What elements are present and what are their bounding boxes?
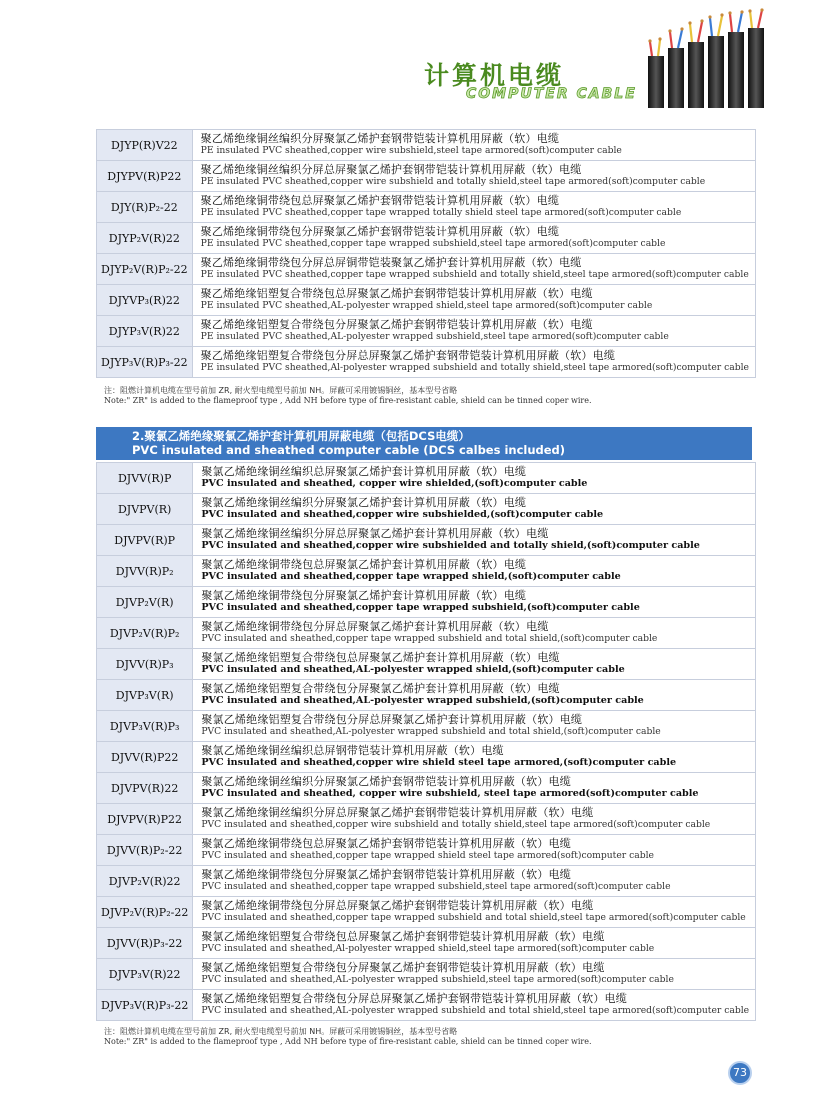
cable-description [192,254,755,285]
description-cn: 聚乙烯绝缘铝塑复合带绕包分屏总屏聚氯乙烯护套钢带铠装计算机用屏蔽（软）电缆 [200,348,616,362]
cable-description [193,494,756,525]
table-row [97,804,756,835]
description-cn: 聚氯乙烯绝缘铜带绕包总屏聚氯乙烯护套钢带铠装计算机用屏蔽（软）电缆 [201,836,571,850]
cable-description [193,804,756,835]
description-cn: 聚氯乙烯绝缘铝塑复合带绕包分屏聚氯乙烯护套钢带铠装计算机用屏蔽（软）电缆 [201,960,605,974]
note-2-en: Note:" ZR" is added to the flameproof type , Add NH before type of fire-resistant cable, shield can be tinned coper wire. [104,1037,592,1046]
description-cn: 聚乙烯绝缘铝塑复合带绕包分屏聚氯乙烯护套钢带铠装计算机用屏蔽（软）电缆 [200,317,593,331]
description-en: PVC insulated and sheathed,copper tape wrapped subshield,steel tape armored(soft)computer cable [201,881,671,892]
table-row [97,347,756,378]
description-cn: 聚氯乙烯绝缘铜丝编织分屏聚氯乙烯护套计算机用屏蔽（软）电缆 [201,495,527,509]
table-row [97,866,756,897]
cable-table-pe [96,129,756,378]
cable-model: DJVPV(R)22 [97,773,193,804]
description-en: PVC insulated and sheathed,AL-polyester wrapped subshield and total shield,(soft)computer cable [201,726,661,737]
table-row [97,254,756,285]
description-en: PVC insulated and sheathed,AL-polyester wrapped subshield,steel tape armored(soft)computer cable [201,974,674,985]
cable-description [193,649,756,680]
description-en: PE insulated PVC sheathed,AL-polyester wrapped subshield,steel tape armored(soft)computer cable [200,331,669,342]
cable-description [193,835,756,866]
note-1-cn: 注：阻燃计算机电缆在型号前加 ZR, 耐火型电缆型号前加 NH。屏蔽可采用镀锡铜丝，基本型号省略 [104,386,458,395]
cable-model: DJVP₃V(R) [97,680,193,711]
description-cn: 聚乙烯绝缘铜带绕包总屏聚氯乙烯护套钢带铠装计算机用屏蔽（软）电缆 [200,193,560,207]
cable-model: DJYPV(R)P22 [97,161,193,192]
table-row [97,285,756,316]
description-en: PVC insulated and sheathed,copper wire subshielded,(soft)computer cable [201,509,604,520]
description-cn: 聚氯乙烯绝缘铝塑复合带绕包总屏聚氯乙烯护套钢带铠装计算机用屏蔽（软）电缆 [201,929,605,943]
description-cn: 聚乙烯绝缘铜丝编织分屏总屏聚氯乙烯护套钢带铠装计算机用屏蔽（软）电缆 [200,162,582,176]
table-row [97,223,756,254]
description-en: PVC insulated and sheathed,copper wire subshield and totally shield,steel tape armored(soft)computer cable [201,819,711,830]
note-1-en: Note:" ZR" is added to the flameproof type , Add NH before type of fire-resistant cable, shield can be tinned coper wire. [104,396,592,405]
header-subtitle: COMPUTER CABLE [466,86,637,102]
description-cn: 聚乙烯绝缘铜带绕包分屏聚氯乙烯护套钢带铠装计算机用屏蔽（软）电缆 [200,224,560,238]
cable-model: DJVP₃V(R)P₃-22 [97,990,193,1021]
cable-description [192,347,755,378]
description-cn: 聚乙烯绝缘铜丝编织分屏聚氯乙烯护套钢带铠装计算机用屏蔽（软）电缆 [200,131,560,145]
description-en: PVC insulated and sheathed, copper wire subshield, steel tape armored(soft)computer cable [201,788,699,799]
table-row [97,316,756,347]
cable-table-pvc [96,462,756,1021]
cable-model: DJVPV(R)P [97,525,193,556]
cable-model: DJVP₂V(R)P₂ [97,618,193,649]
cable-description [193,618,756,649]
cable-description [193,463,756,494]
description-cn: 聚氯乙烯绝缘铝塑复合带绕包分屏聚氯乙烯护套计算机用屏蔽（软）电缆 [201,681,560,695]
table-row [97,990,756,1021]
description-en: PVC insulated and sheathed,copper wire shield steel tape armored,(soft)computer cable [201,757,677,768]
table-row [97,587,756,618]
description-cn: 聚氯乙烯绝缘铜丝编织总屏聚氯乙烯护套计算机用屏蔽（软）电缆 [201,464,527,478]
cable-description [192,192,755,223]
cable-model: DJYVP₃(R)22 [97,285,193,316]
description-cn: 聚氯乙烯绝缘铝塑复合带绕包分屏总屏聚氯乙烯护套钢带铠装计算机用屏蔽（软）电缆 [201,991,627,1005]
description-en: PVC insulated and sheathed,Al-polyester wrapped shield,steel tape armored(soft)computer cable [201,943,655,954]
description-cn: 聚氯乙烯绝缘铜丝编织分屏总屏聚氯乙烯护套钢带铠装计算机用屏蔽（软）电缆 [201,805,594,819]
table-row [97,928,756,959]
section-2-title-en: PVC insulated and sheathed computer cable (DCS calbes included) [132,443,566,457]
description-en: PVC insulated and sheathed,copper tape wrapped subshield and total shield,steel tape armored(soft)computer cable [201,912,746,923]
description-en: PE insulated PVC sheathed,copper wire subshield,steel tape armored(soft)computer cable [200,145,622,156]
cable-model: DJVP₃V(R)P₃ [97,711,193,742]
cable-description [192,285,755,316]
description-cn: 聚乙烯绝缘铝塑复合带绕包总屏聚氯乙烯护套钢带铠装计算机用屏蔽（软）电缆 [200,286,593,300]
table-row [97,494,756,525]
cable-model: DJVP₂V(R)P₂-22 [97,897,193,928]
description-en: PE insulated PVC sheathed,Al-polyester wrapped subshield and totally shield,steel tape armored(soft)computer cable [200,362,749,373]
description-cn: 聚氯乙烯绝缘铝塑复合带绕包总屏聚氯乙烯护套计算机用屏蔽（软）电缆 [201,650,560,664]
cable-description [192,161,755,192]
table-row [97,556,756,587]
table-row [97,959,756,990]
table-row [97,463,756,494]
cable-model: DJYP₃V(R)22 [97,316,193,347]
cable-description [193,711,756,742]
description-en: PE insulated PVC sheathed,AL-polyester wrapped shield,steel tape armored(soft)computer cable [200,300,653,311]
cable-model: DJVV(R)P₂-22 [97,835,193,866]
description-en: PE insulated PVC sheathed,copper tape wrapped totally shield steel tape armored(soft)computer cable [200,207,682,218]
description-cn: 聚氯乙烯绝缘铝塑复合带绕包分屏总屏聚氯乙烯护套计算机用屏蔽（软）电缆 [201,712,583,726]
table-row [97,711,756,742]
description-cn: 聚氯乙烯绝缘铜带绕包分屏总屏聚氯乙烯护套钢带铠装计算机用屏蔽（软）电缆 [201,898,594,912]
cable-description [192,130,755,161]
cable-model: DJVV(R)P [97,463,193,494]
cable-model: DJVP₃V(R)22 [97,959,193,990]
cable-description [193,680,756,711]
table-row [97,525,756,556]
table-row [97,161,756,192]
description-en: PVC insulated and sheathed,copper tape wrapped subshield and total shield,(soft)computer cable [201,633,658,644]
description-en: PVC insulated and sheathed,AL-polyester wrapped subshield,(soft)computer cable [201,695,644,706]
cable-model: DJVV(R)P₂ [97,556,193,587]
description-en: PVC insulated and sheathed,copper tape wrapped subshield,(soft)computer cable [201,602,640,613]
description-en: PVC insulated and sheathed,copper tape wrapped shield,(soft)computer cable [201,571,621,582]
cable-description [193,866,756,897]
table-row [97,680,756,711]
cable-description [193,990,756,1021]
cable-bundle-illustration [640,8,780,108]
description-cn: 聚氯乙烯绝缘铜丝编织分屏总屏聚氯乙烯护套计算机用屏蔽（软）电缆 [201,526,549,540]
description-en: PVC insulated and sheathed,copper wire subshielded and totally shield,(soft)computer cable [201,540,700,551]
description-en: PVC insulated and sheathed,copper tape wrapped shield steel tape armored(soft)computer cable [201,850,654,861]
page-number: 73 [728,1061,752,1085]
cable-description [193,897,756,928]
page-header [0,0,820,118]
description-en: PE insulated PVC sheathed,copper tape wrapped subshield and totally shield,steel tape armored(soft)computer cable [200,269,749,280]
cable-model: DJVV(R)P₃ [97,649,193,680]
header-title: 计算机电缆 [424,61,565,90]
cable-model: DJYP₂V(R)P₂-22 [97,254,193,285]
table-row [97,897,756,928]
table-row [97,742,756,773]
description-en: PE insulated PVC sheathed,copper tape wrapped subshield,steel tape armored(soft)computer cable [200,238,666,249]
cable-description [192,223,755,254]
section-2-title-cn: 2.聚氯乙烯绝缘聚氯乙烯护套计算机用屏蔽电缆（包括DCS电缆） [132,429,470,443]
cable-description [193,928,756,959]
cable-description [193,959,756,990]
cable-model: DJYP₃V(R)P₃-22 [97,347,193,378]
cable-description [192,316,755,347]
description-cn: 聚氯乙烯绝缘铜丝编织总屏钢带铠装计算机用屏蔽（软）电缆 [201,743,504,757]
section-2-header [96,427,752,460]
cable-model: DJVV(R)P₃-22 [97,928,193,959]
cable-description [193,587,756,618]
description-cn: 聚氯乙烯绝缘铜带绕包总屏聚氯乙烯护套计算机用屏蔽（软）电缆 [201,557,527,571]
cable-model: DJVPV(R)P22 [97,804,193,835]
note-2-cn: 注：阻燃计算机电缆在型号前加 ZR, 耐火型电缆型号前加 NH。屏蔽可采用镀锡铜丝，基本型号省略 [104,1027,458,1036]
table-row [97,618,756,649]
description-cn: 聚乙烯绝缘铜带绕包分屏总屏铜带铠装聚氯乙烯护套计算机用屏蔽（软）电缆 [200,255,582,269]
note-1 [104,386,592,406]
description-cn: 聚氯乙烯绝缘铜丝编织分屏聚氯乙烯护套钢带铠装计算机用屏蔽（软）电缆 [201,774,571,788]
cable-model: DJYP(R)V22 [97,130,193,161]
cable-model: DJY(R)P₂-22 [97,192,193,223]
cable-model: DJYP₂V(R)22 [97,223,193,254]
table-row [97,192,756,223]
cable-description [193,556,756,587]
description-en: PE insulated PVC sheathed,copper wire subshield and totally shield,steel tape armored(soft)computer cable [200,176,706,187]
description-cn: 聚氯乙烯绝缘铜带绕包分屏总屏聚氯乙烯护套计算机用屏蔽（软）电缆 [201,619,549,633]
cable-description [193,773,756,804]
description-en: PVC insulated and sheathed, copper wire shielded,(soft)computer cable [201,478,588,489]
cable-description [193,525,756,556]
cable-description [193,742,756,773]
description-en: PVC insulated and sheathed,AL-polyester wrapped shield,(soft)computer cable [201,664,625,675]
table-row [97,130,756,161]
cable-model: DJVPV(R) [97,494,193,525]
note-2 [104,1027,592,1047]
description-en: PVC insulated and sheathed,AL-polyester wrapped subshield and total shield,steel tape armored(soft)computer cable [201,1005,750,1016]
table-row [97,773,756,804]
cable-model: DJVV(R)P22 [97,742,193,773]
table-row [97,649,756,680]
cable-model: DJVP₂V(R) [97,587,193,618]
table-row [97,835,756,866]
description-cn: 聚氯乙烯绝缘铜带绕包分屏聚氯乙烯护套计算机用屏蔽（软）电缆 [201,588,527,602]
description-cn: 聚氯乙烯绝缘铜带绕包分屏聚氯乙烯护套钢带铠装计算机用屏蔽（软）电缆 [201,867,571,881]
cable-model: DJVP₂V(R)22 [97,866,193,897]
